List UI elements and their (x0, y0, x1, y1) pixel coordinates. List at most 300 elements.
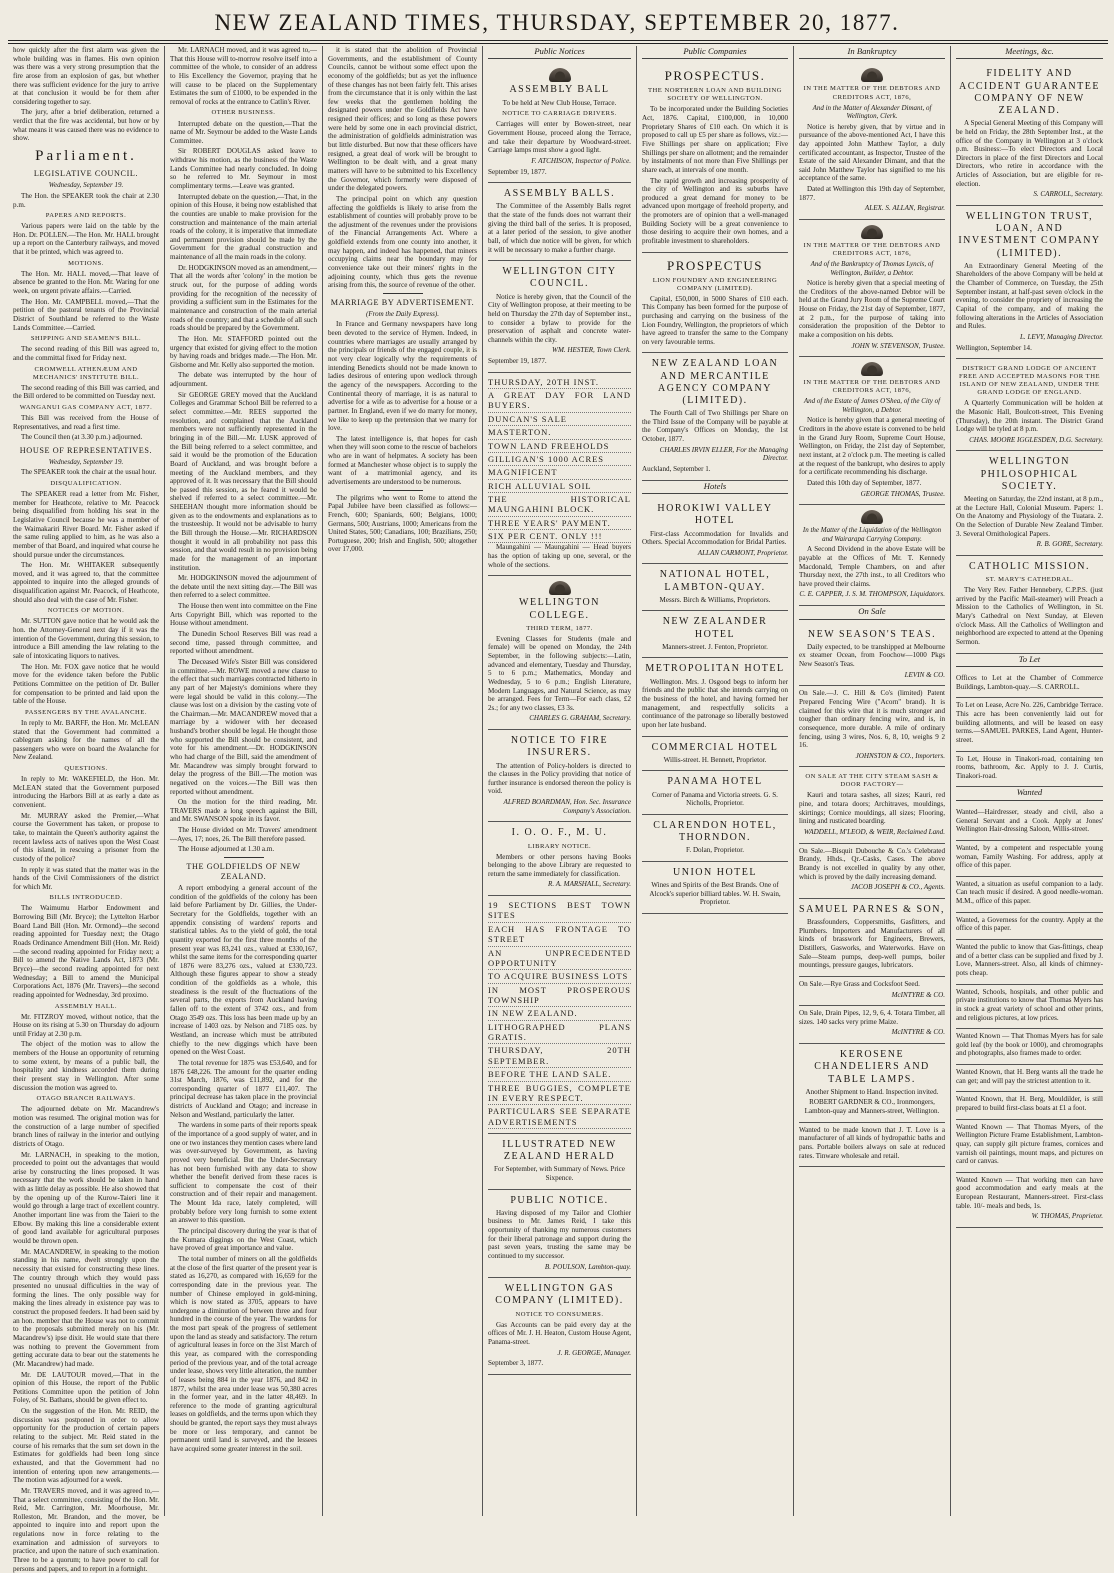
ad-subtitle: NOTICE TO CONSUMERS. (515, 1310, 604, 1318)
ad-date: Dated at Wellington this 19th day of September, 1877. (799, 185, 945, 202)
hr-paragraph: The House divided on Mr. Travers' amendment—Ayes, 17; noes, 26. The Bill therefore passed. (170, 826, 317, 843)
lc-paragraph: This Bill was received from the House of Representatives, and read a first time. (13, 413, 159, 431)
hotel-ad (642, 862, 788, 914)
list-item: IN NEW ZEALAND. (488, 1007, 631, 1020)
masonic-lodge-ad (956, 359, 1103, 451)
subhead-avalanche: PASSENGERS BY THE AVALANCHE. (25, 708, 147, 716)
goldfields-heading: THE GOLDFIELDS OF NEW ZEALAND. (186, 862, 301, 882)
assembly-ball-ad (488, 63, 631, 183)
ad-text: The rapid growth and increasing prosperity of the city of Wellington and its suburbs have produced a great demand for money to be advanced upon mortgage of freehold property, and the promoters are of opinion that a well-managed Building Society will be a great convenience to those desiring to acquire their own homes, and a profitable investment to shareholders. (642, 176, 788, 246)
hr-paragraph: Dr. HODGKINSON moved as an amendment,—That all the words after 'colony' in the motion be struck out, for the purpose of adding words providing for the recognition of the necessity of providing a sufficient sum in the Estimates for the maintenance and construction of the main arterial roads of the country; and that a schedule of all such roads should be prepared by the Government. (170, 263, 317, 333)
ad-subtitle: And in the Matter of Alexander Dimant, of Wellington, Clerk. (812, 103, 932, 121)
trust-loan-meeting-ad (956, 206, 1103, 359)
ad-text: Kauri and totara sashes, all sizes; Kauri, red pine, and totara doors; Architraves, mouldings, skirtings; Cornice mouldings, all sizes; Flooring, lining and rusticated boarding. (799, 791, 945, 826)
column-public-notices (483, 46, 637, 1516)
parliament-heading: Parliament. (35, 148, 137, 165)
goldfields-paragraph: The wardens in some parts of their reports speak of the importance of a good supply of water, and in one or two instances they mention cases where land was over-surveyed by Government, as having proved very beneficial. But the Under-Secretary has not been furnished with any data to show whether the benefit derived from these races is sufficient to compensate the cost of their construction and of their repair and management. The Mount Ida race, lately completed, will probably before very long furnish to some extent an answer to this question. (170, 1121, 317, 1225)
ad-signature: J. R. GEORGE, Manager. (557, 1348, 631, 1357)
ad-title: COMMERCIAL HOTEL (651, 741, 779, 753)
ad-text: Wanted, a situation as useful companion to a lady. Can teach music if desired. A good needle-woman. M.M., office of this paper. (956, 879, 1103, 906)
lc-paragraph: The Hon. Mr. CAMPBELL moved,—That the petition of the pastoral tenants of the Provincial District of Southland be referred to the Waste Lands Committee.—Carried. (13, 297, 159, 332)
marriage-source: (From the Daily Express). (366, 309, 439, 318)
hr-date: Wednesday, September 19. (48, 457, 124, 466)
brandy-ad (799, 844, 945, 899)
ad-text: Notice is hereby given, that the Council of the City of Wellington propose, at their meeting to be held on Thursday the 27th day of September inst., to consider a bylaw to provide for the preservation of asphalt and concrete water-channels within the city. (488, 292, 631, 344)
hr-paragraph: On the motion for the third reading, Mr. TRAVERS made a long speech against the Bill, and Mr. SWANSON spoke in its favor. (170, 798, 317, 824)
ad-subtitle: LIBRARY NOTICE. (527, 842, 592, 850)
ad-text: Wanted, by a competent and respectable young woman, Family Washing. For address, apply at office of this paper. (956, 843, 1103, 870)
column-bankruptcy (794, 46, 951, 1516)
goldfields-paragraph: The principal point on which any question affecting the goldfields is likely to arise from the establishment of counties will probably prove to be the adjustment of the revenues under the provisions of the Financial Arrangements Act. Where a goldfield extends from one county into another, it may happen, and indeed has happened, that miners occupying claims near the boundary may for convenience take out their miners' rights in the adjoining county, which thus gets the revenue arising from this, the source of revenue of the other. (328, 194, 477, 290)
wanted-ad (956, 1120, 1103, 1173)
ad-title: PUBLIC NOTICE. (510, 1194, 609, 1206)
hr-paragraph: Sir ROBERT DOUGLAS asked leave to withdraw his motion, as the business of the Waste Lands Committee had nearly concluded. In doing so he referred to Mr. Seymour in most complimentary terms.—Leave was granted. (170, 147, 317, 190)
ad-text: Wanted, Schools, hospitals, and other public and private institutions to know that Thomas Myers has in stock a great variety of school and other prints, and religious pictures, at low prices. (956, 987, 1103, 1022)
public-notice-ad (488, 1190, 631, 1279)
ad-signature: JOHN W. STEVENSON, Trustee. (851, 341, 945, 350)
ad-subtitle: NOTICE TO CARRIAGE DRIVERS. (502, 110, 617, 118)
ad-text: Another Shipment to Hand. Inspection invited. (805, 1087, 939, 1096)
wanted-header: Wanted (956, 787, 1103, 800)
drain-pipes-ad (799, 1006, 945, 1044)
public-notices-header: Public Notices (488, 46, 631, 59)
nz-loan-ad (642, 353, 788, 480)
ad-text: Brassfounders, Coppersmiths, Gasfitters, and Plumbers. Importers and Manufacturers of all kinds of brasswork for Engineers, Brewers, Distillers, Gasworks, and Waterworks. Have on Sale—Steam pumps, deep-well pumps, boiler mountings, pressure gauges, lubricators. (799, 918, 945, 970)
masthead-rule-double (8, 43, 1108, 44)
ad-signature: C. E. CAPPER, J. S. M. THOMPSON, Liquidators. (799, 590, 945, 599)
ad-signature: WM. HESTER, Town Clerk. (552, 346, 631, 355)
ad-text: An Extraordinary General Meeting of the Shareholders of the above Company will be held at the Chamber of Commerce, on Tuesday, the 25th September instant, at half-past seven o'clock in the evening, to consider the propriety of increasing the Capital of the company, and of making the following alterations in the Articles of Association and Rules. (956, 261, 1103, 331)
lion-foundry-prospectus (642, 253, 788, 354)
baths-ad (799, 1123, 945, 1168)
on-sale-header: On Sale (799, 606, 945, 619)
bankruptcy-notice (799, 357, 945, 505)
ad-signature: JACOB JOSEPH & CO., Agents. (850, 883, 945, 892)
ad-text: Carriages will enter by Bowen-street, near Government House, proceed along the Terrace, and take their departure by Woodward-street. Carriage lamps must show a good light. (488, 120, 631, 155)
wanted-ad (956, 841, 1103, 877)
royal-crest-icon (861, 68, 883, 82)
city-council-ad (488, 261, 631, 373)
section-divider (383, 293, 423, 294)
list-item: BEFORE THE LAND SALE. (488, 1068, 631, 1081)
ad-text: Wanted—Hairdresser, steady and civil, also a General Servant and a Cook. Apply at Jones' Wellington Hair-dressing Saloon, Willis-street. (956, 807, 1103, 834)
hr-paragraph: In reply to Mr. WAKEFIELD, the Hon. Mr. McLEAN stated that the Government purposed introducing the Harbors Bill at as early a date as convenient. (13, 775, 159, 810)
list-item: IN MOST PROSPEROUS TOWNSHIP (488, 984, 631, 1008)
masthead-rule (8, 40, 1108, 41)
lc-paragraph: The Council then (at 3.30 p.m.) adjourned. (21, 433, 143, 442)
subhead-assembly-hall: ASSEMBLY HALL. (54, 1002, 118, 1010)
masthead (0, 8, 1114, 44)
marriage-heading: MARRIAGE BY ADVERTISEMENT. (330, 297, 475, 307)
ad-text: Members or other persons having Books belonging to the above Library are requested to return the same immediately for classification. (488, 852, 631, 878)
ad-title: WELLINGTON GAS COMPANY (LIMITED). (495, 1283, 624, 1307)
ad-date: Dated this 10th day of September, 1877. (807, 478, 922, 487)
sash-factory-ad (799, 767, 945, 843)
ad-text: Wines and Spirits of the Best Brands. One of Alcock's superior billiard tables. W. H. Swain, Proprietor. (649, 881, 781, 907)
college-ad (488, 576, 631, 730)
ad-signature: R. A. MARSHALL, Secretary. (548, 880, 631, 889)
ad-text: Wanted the public to know that Gas-fittings, cheap and of a better class can be supplied and fixed by J. Love, Manners-street. Also, all kinds of chimney-pots cheap. (956, 943, 1103, 977)
ad-title: NEW SEASON'S TEAS. (807, 628, 937, 640)
column-meetings (951, 46, 1108, 1516)
ad-signature: L. LEVY, Managing Director. (1019, 332, 1103, 341)
hotel-ad (642, 498, 788, 564)
wanted-ad (956, 985, 1103, 1030)
marriage-paragraph: The latest intelligence is, that hopes for cash when they will soon come to the rescue of bachelors who are in want of helpmates. A society has been formed at Manchester whose object is to supply the want of a matrimonial agency, and its advertisements are understood to be numerous. (328, 434, 477, 486)
subhead-otago: OTAGO BRANCH RAILWAYS. (36, 1095, 136, 1103)
hr-paragraph: On the suggestion of the Hon. Mr. REID, the discussion was postponed in order to allow opportunity for the production of certain papers relating to the subject. Mr. Reid stated in the course of his remarks that the sum set down in the Estimates for goldfields had been long since exhausted, and that the Government had no intention of entering upon new arrangements.—The motion was adjourned for a week. (13, 1407, 159, 1485)
ad-subtitle: And of the Bankruptcy of Thomas Lyncis, of Wellington, Builder, a Debtor. (810, 260, 934, 277)
catholic-mission-ad (956, 556, 1103, 654)
ad-text: Messrs. Birch & Williams, Proprietors. (659, 595, 771, 604)
ad-text: Evening Classes for Students (male and female) will be opened on Monday, the 24th September, in the following subjects:—Latin, advanced and elementary, Tuesday and Thursday, 5 to 6 p.m.; Mathematics, Monday and Wednesday, 5 to 6 p.m.; English Literature, Modern Languages, and Natural Science, as may be arranged. Fees for Term—For each class, £2 2s.; for any two classes, £3 3s. (488, 634, 631, 712)
ad-text: Corner of Panama and Victoria streets. G. S. Nicholls, Proprietor. (652, 790, 778, 808)
ad-text: To Let, House in Tinakori-road, containing ten rooms, bathroom, &c. Apply to J. J. Curtis, Tinakori-road. (956, 754, 1103, 780)
ad-text: On Sale.—Rye Grass and Cocksfoot Seed. (799, 979, 920, 988)
ad-signature: W. THOMAS, Proprietor. (1031, 1212, 1103, 1221)
ad-title: NEW ZEALANDER HOTEL (662, 616, 768, 640)
kerosene-ad (799, 1044, 945, 1122)
lc-date: Wednesday, September 19. (48, 181, 124, 190)
hr-paragraph: The Hon. Mr. STAFFORD pointed out the urgency that existed for giving effect to the motion by having roads and bridges made.—The Hon. Mr. Gisborne and Mr. Kelly also supported the motion. (170, 334, 317, 369)
ad-text: The Committee of the Assembly Balls regret that the state of the funds does not warrant their giving the third ball of the series. It is proposed, at a later period of the session, to give another ball, of which due notice will be given, for which it will be necessary to make a further charge. (488, 202, 631, 254)
hr-paragraph: The House adjourned at 1.30 a.m. (178, 845, 275, 854)
ad-text: Wanted Known — That Thomas Myers, of the Wellington Picture Frame Establishment, Lambton-quay, can supply gilt picture frames, cornices and varnish oil paintings, mount maps, and pictures on card or canvas. (956, 1122, 1103, 1166)
liquidation-notice (799, 505, 945, 606)
hr-paragraph: Mr. HODGKINSON moved the adjournment of the debate until the next sitting day.—The Bill was then referred to a select committee. (170, 574, 317, 600)
hr-paragraph: Mr. TRAVERS moved, and it was agreed to,—That a select committee, consisting of the Hon. Mr. Reid, Mr. Carrington, Mr. Moorhouse, Mr. Rolleston, Mr. Brandon, and the mover, be appointed to inquire into and report upon the regulations now in force relating to the examination and admission of surveyors to practice, and upon the nature of such examination. Three to be a quorum; to have power to call for persons and papers, and to report in a fortnight. (13, 1486, 159, 1573)
ad-title: CATHOLIC MISSION. (968, 560, 1091, 572)
fencing-wire-ad (799, 686, 945, 767)
ad-title: METROPOLITAN HOTEL (645, 663, 785, 675)
royal-crest-icon (861, 510, 883, 524)
ad-title: ASSEMBLY BALLS. (503, 188, 616, 200)
town-sites-ad (488, 896, 631, 1134)
newspaper-title: NEW ZEALAND TIMES, THURSDAY, SEPTEMBER 20, 1877. (214, 10, 900, 35)
list-item: LITHOGRAPHED PLANS GRATIS. (488, 1021, 631, 1045)
land-sale-ad (488, 373, 631, 577)
ad-text: Notice is hereby given that a special meeting of the Creditors of the above-named Debtor will be held at the Grand Jury Room of the Supreme Court House on Friday, the 21st day of September, 1877, at 2 p.m., for the purpose of taking into consideration the proposition of the Debtor to make a composition on his debts. (799, 279, 945, 339)
ad-signature: GEORGE THOMAS, Trustee. (860, 489, 945, 498)
ad-text: F. Dolan, Proprietor. (686, 846, 744, 855)
list-item: MASTERTON. (488, 426, 631, 439)
wanted-ad (956, 805, 1103, 841)
ad-text: Gas Accounts can be paid every day at the offices of Mr. J. H. Heaton, Custom House Agent, Panama-street. (488, 1320, 631, 1346)
ad-signature: WADDELL, M'LEOD, & WEIR, Reclaimed Land. (803, 828, 945, 837)
ad-signature: CHARLES IRVIN ELLER, For the Managing Director. (659, 445, 788, 463)
royal-crest-icon (861, 362, 883, 376)
house-of-representatives-heading: HOUSE OF REPRESENTATIVES. (19, 445, 153, 455)
list-item: THREE YEARS' PAYMENT. (488, 517, 631, 530)
building-society-prospectus (642, 63, 788, 252)
hr-paragraph: The Deceased Wife's Sister Bill was considered in committee.—Mr. ROWE moved a new clause to the effect that such marriages contracted hitherto in any part of her Majesty's dominions where they were legal should be valid in this colony.—The clause was lost on a division by the casting vote of the Chairman.—Mr. MACANDREW moved that a marriage by a widower with her deceased husband's brother should be legal. He thought those who supported the Bill should be consistent, and vote for his amendment.—Dr. HODGKINSON who had charge of the Bill, said the amendment of Mr. Macandrew was simply brought forward to delay the progress of the Bill.—The motion was negatived on the voices.—The Bill was then reported without amendment. (170, 657, 317, 796)
hr-paragraph: The SPEAKER read a letter from Mr. Fisher, member for Heathcote, relative to Mr. Peacock being disqualified from holding his seat in the Legislative Council because he was a member of the Waimakariri River Board. Mr. Fisher asked if the same ruling applied to him, as he was also a member of that Board, and inquired what course he should pursue under the circumstances. (13, 490, 159, 559)
ad-title: FIDELITY AND ACCIDENT GUARANTEE COMPANY OF NEW ZEALAND. (959, 68, 1100, 117)
ad-text: The Very Rev. Father Hennebery, C.P.P.S. (just arrived by the Pacific Mail-steamer) will Preach a Mission to the Catholics of Wellington, in St. Mary's Cathedral on Next Sunday, at Eleven o'clock Mass. All the Catholics of Wellington and neighborhood are expected to attend at the Opening Sermon. (956, 586, 1103, 646)
herald-ad (488, 1134, 631, 1190)
ad-text: Notice is hereby given, that by virtue and in pursuance of the above-mentioned Act, I have this day appointed John Matthew Taylor, a duly certificated accountant, as Inspector, Trustee of the Estate of the said Alexander Dimant, and that the said John Matthew Taylor has signified to me his acceptance of the same. (799, 122, 945, 183)
ad-subtitle: ST. MARY'S CATHEDRAL. (985, 576, 1074, 584)
hotel-ad (642, 815, 788, 862)
ad-title: DISTRICT GRAND LODGE OF ANCIENT FREE AND ACCEPTED MASONS FOR THE ISLAND OF NEW ZEALAND, UNDER THE GRAND LODGE OF ENGLAND. (959, 365, 1100, 397)
ad-date: September 19, 1877. (488, 357, 547, 366)
hr-paragraph: Mr. LARNACH moved, and it was agreed to,—That this House will to-morrow resolve itself into a committee of the whole, to consider of an address to His Excellency the Governor, praying that he will cause to be placed on the Supplementary Estimates the sum of £1000, to be expended in the removal of rocks at the entrance to Catlin's River. (170, 46, 317, 106)
hr-paragraph: The House then went into committee on the Fine Arts Copyright Bill, which was reported to the House without amendment. (170, 602, 317, 628)
goldfields-paragraph: The principal discovery during the year is that of the Kumara diggings on the West Coast, which have proved of great importance and value. (170, 1227, 317, 1253)
gas-company-ad (488, 1278, 631, 1375)
ad-text: A Second Dividend in the above Estate will be payable at the Offices of Mr. T. Kennedy Macdonald, Temple Chambers, on and after Thursday next, the 27th inst., to all Creditors who have proved their claims. (799, 545, 945, 588)
list-item: AN UNPRECEDENTED OPPORTUNITY (488, 947, 631, 971)
subhead-seamen: SHIPPING AND SEAMEN'S BILL. (30, 335, 142, 343)
list-item: PARTICULARS SEE SEPARATE ADVERTISEMENTS (488, 1105, 631, 1129)
wanted-ad (956, 1092, 1103, 1119)
inquest-paragraph: how quickly after the first alarm was given the whole building was in flames. His own opinion was there was a very strong presumption that the fire arose from an explosion of gas, but whether there was sufficient evidence for the jury to arrive at that conclusion it would be for them after considering together to say. (13, 46, 159, 106)
ad-date: September 19, 1877. (488, 167, 547, 176)
ad-text: On Sale, Drain Pipes, 12, 9, 6, 4. Totara Timber, all sizes. 140 sacks very prime Maize. (799, 1009, 945, 1026)
ad-text: Notice is hereby given that a general meeting of Creditors in the above estate is convened to be held in the Grand Jury Room, Supreme Court House, Wellington, on Friday, the 21st day of September, next instant, at 2 o'clock p.m. The meeting is called at the request of the bankrupt, who desires to apply for a certificate recommending his discharge. (799, 416, 945, 477)
ad-text: Wanted, a Governess for the country. Apply at the office of this paper. (956, 915, 1103, 933)
hr-paragraph: Interrupted debate on the question,—That, in the opinion of this House, it being now established that the counties are unable to make provision for the construction and maintenance of the main arterial roads of the colony, it is imperative that immediate and permanent provision should be made by the Government for the gradual construction and maintenance of all the main roads in the colony. (170, 192, 317, 262)
subhead-bills: BILLS INTRODUCED. (49, 894, 123, 902)
ad-date: Wellington, September 14. (956, 343, 1032, 352)
ad-text: Having disposed of my Tailor and Clothier business to Mr. James Reid, I take this opportunity of thanking my numerous customers for their liberal patronage and support during the past seven years, trusting the same may be continued to my successor. (488, 1208, 631, 1260)
inquest-verdict: The jury, after a brief deliberation, returned a verdict that the fire was accidental, but how or by what means it was caused there was no evidence to show. (13, 108, 159, 143)
hr-paragraph: The adjourned debate on Mr. Macandrew's motion was resumed. The original motion was for the construction of a large number of specified branch lines of railway in the interior and outlying districts of Otago. (13, 1105, 159, 1148)
brassfounders-ad (799, 899, 945, 977)
legislative-council-heading: LEGISLATIVE COUNCIL. (33, 169, 139, 179)
ad-date: September 3, 1877. (488, 1359, 544, 1368)
subhead-motions: MOTIONS. (68, 259, 104, 267)
ad-text: To be held at New Club House, Terrace. (502, 98, 617, 107)
ad-title: SAMUEL PARNES & SON, (799, 903, 945, 915)
ad-signature: ROBERT GARDNER & CO., Ironmongers, Lambton-quay and Manners-street, Wellington. (804, 1098, 940, 1115)
ad-signature: ALEX. S. ALLAN, Registrar. (864, 204, 945, 213)
ad-title: PROSPECTUS (667, 257, 763, 273)
ad-title: In the Matter of the Liquidation of the Wellington and Wairarapa Carrying Company. (802, 526, 942, 543)
ad-text: Offices to Let at the Chamber of Commerce Buildings, Lambton-quay.—S. CARROLL. (956, 674, 1103, 691)
subhead-notices: NOTICES OF MOTION. (47, 607, 125, 615)
subhead-papers: PAPERS AND REPORTS. (45, 212, 127, 220)
ad-title: PANAMA HOTEL (667, 776, 763, 788)
hr-paragraph: In reply to Mr. BARFF, the Hon. Mr. McLEAN stated that the Government had committed a cablegram asking for the names of all the passengers who were on board the Avalanche for New Zealand. (13, 718, 159, 762)
hr-paragraph: The debate was interrupted by the hour of adjournment. (170, 371, 317, 389)
ad-text: The attention of Policy-holders is directed to the clauses in the Policy providing that notice of further insurance is endorsed thereon the policy is void. (488, 761, 631, 796)
ad-signature: CHARLES G. GRAHAM, Secretary. (529, 714, 631, 723)
ad-signature: LEVIN & CO. (904, 670, 945, 679)
ad-text: Daily expected, to be transhipped at Melbourne ex steamer Ocean, from Foochow—1000 Pkgs New Season's Teas. (799, 642, 945, 669)
assembly-balls-ad (488, 183, 631, 261)
hr-paragraph: Sir GEORGE GREY moved that the Auckland Colleges and Grammar School Bill be referred to a select committee.—Mr. REES supported the resolution, and complained that the Auckland members were not sufficiently represented in the bringing in of the Bill.—Mr. LUSK approved of the Bill being referred to a select committee, and said it would be the promotion of the Education Board of Auckland, and was brought before a meeting of the Auckland members, and they approved of it. It was necessary that the Bill should be passed this session, as he feared it would be shelved if referred to a select committee.—Mr. SHEEHAN thought more information should be given as to the endowments and explanations as to the trusteeship. It would not be advisable to hurry the Bill through the House.—Mr. RICHARDSON thought it would in all probability not pass this session, and that would result in no provision being made for the management of an important institution. (170, 390, 317, 572)
hr-paragraph: The Waimumu Harbor Endowment and Borrowing Bill (Mr. Bryce); the Lyttelton Harbor Board Land Bill (Hon. Mr. Ormond)—the second reading appointed for Tuesday next; the Otago Roads Ordinance Amendment Bill (Hon. Mr. Reid)—the second reading appointed for Friday next; a Bill to amend the Native Lands Act, 1873 (Mr. Bryce)—the second reading appointed for next Wednesday; a Bill to amend the Municipal Corporations Act, 1876 (Mr. Travers)—the second reading appointed for Wednesday, 3rd proximo. (13, 904, 159, 999)
list-item: DUNCAN'S SALE (488, 413, 631, 426)
column-articles (323, 46, 483, 1516)
ad-subtitle: THE NORTHERN LOAN AND BUILDING SOCIETY OF WELLINGTON. (647, 87, 782, 103)
wanted-ad (956, 1173, 1103, 1228)
ad-subtitle: LION FOUNDRY AND ENGINEERING COMPANY (LIMITED). (652, 276, 778, 292)
column-parliament-continued (165, 46, 323, 1516)
list-item: MAGNIFICENT (488, 466, 631, 479)
lc-paragraph: The Hon. the SPEAKER took the chair at 2.30 p.m. (13, 191, 159, 209)
marriage-paragraph: In France and Germany newspapers have long been devoted to the service of Hymen. Indeed, in countries where marriages are usually arranged by the principals or friends of the engaged couple, it is not very clear logically why the requirements of intending Benedicts should not be made known to ladies desirous of entering upon wedlock through the agency of the newspapers. According to the Continental theory of marriage, it is as natural to advertise for a wife as to advertise for a house or a partner. In England, even if we do marry for money, we like to keep up the pretension that we marry for love. (328, 320, 477, 433)
lc-paragraph: The second reading of this Bill was agreed to, and the committal fixed for Friday next. (13, 345, 159, 362)
hotel-ad (642, 658, 788, 736)
ad-title: IN THE MATTER OF THE DEBTORS AND CREDITORS ACT, 1876, (803, 379, 941, 395)
list-item: THREE BUGGIES, COMPLETE IN EVERY RESPECT. (488, 1082, 631, 1106)
ad-title: ON SALE AT THE CITY STEAM SASH & DOOR FACTORY— (805, 773, 939, 789)
wanted-ad (956, 877, 1103, 913)
hr-paragraph: Mr. FITZROY moved, without notice, that the House on its rising at 5.30 on Thursday do adjourn until Friday at 2.30 p.m. (13, 1012, 159, 1038)
ad-text: On Sale.—Bisquit Dubouche & Co.'s Celebrated Brandy, Hhds., Qr.-Casks, Cases. The above Brandy is not excelled in quality by any other, which is proved by the daily increasing demand. (799, 846, 945, 881)
ad-text: Manners-street. J. Fenton, Proprietor. (662, 642, 768, 651)
rye-grass-ad (799, 977, 945, 1006)
subhead-wanganui: WANGANUI GAS COMPANY ACT, 1877. (19, 403, 153, 411)
hr-paragraph: Interrupted debate on the question,—That the name of Mr. Seymour be added to the Waste Lands Committee. (170, 119, 317, 145)
hr-paragraph: The object of the motion was to allow the members of the House an opportunity of returning to some extent, by means of a public ball, the hospitality and kindness accorded them during their present stay in Wellington. After some discussion the motion was agreed to. (13, 1040, 159, 1092)
hr-paragraph: Mr. MACANDREW, in speaking to the motion standing in his name, dwelt strongly upon the necessity that existed for constructing these lines. The country through which they would pass presented no unusual difficulties in the way of forming the lines. The only possible way for making the lines already in existence pay was to construct the proposed feeders. It had been said by an hon. member that the House was not to commit to the proposals submitted merely on his (Mr. Macandrew's) ipse dixit. He would state that there was nothing to prevent the Government from getting accurate data to bear out the statements he (Mr. Macandrew) had made. (13, 1247, 159, 1368)
hr-paragraph: Mr. SUTTON gave notice that he would ask the hon. the Attorney-General next day if it was the intention of the Government, during this session, to introduce a Bill amending the law relating to the sale of intoxicating liquors to natives. (13, 617, 159, 660)
subhead-cromwell: CROMWELL ATHENÆUM AND MECHANICS' INSTITUTE BILL. (32, 365, 140, 381)
subhead-disqualification: DISQUALIFICATION. (50, 480, 122, 488)
ad-title: KEROSENE CHANDELIERS AND TABLE LAMPS. (814, 1049, 930, 1085)
ad-signature: McINTYRE & CO. (891, 990, 945, 999)
teas-ad (799, 624, 945, 687)
ad-text: Wanted Known — That working men can have good accommodation and early meals at the European Restaurant, Manners-street. First-class table. 10/- meals and beds, 1s. (956, 1175, 1103, 1210)
goldfields-paragraph: The total revenue for 1875 was £53,640, and for 1876 £48,226. The amount for the quarter ending 31st March, 1876, was £11,892, and for the corresponding quarter of 1877 £11,407. The principal decrease has taken place in the provincial districts of Auckland and Otago; and increase in Nelson and Westland, particularly the latter. (170, 1058, 317, 1119)
ad-text: For September, with Summary of News. Price Sixpence. (494, 1165, 625, 1182)
college-crest-icon (549, 581, 571, 595)
ad-text: Maungahini — Maungahini — Head buyers has the option of taking up one, several, or the whole of the sections. (488, 543, 631, 569)
ad-title: WELLINGTON COLLEGE. (519, 597, 600, 621)
ad-title: WELLINGTON PHILOSOPHICAL SOCIETY. (980, 456, 1079, 492)
ad-text: On Sale.—J. C. Hill & Co's (limited) Patent Prepared Fencing Wire ("Acorn" brand). It is claimed for this wire that it is much stronger and tougher than ordinary fencing wire, and is, in consequence, more durable. A mile of ordinary fencing, using 3 wires, Nos. 6, 8, 10, weighs 9 2 16. (799, 689, 945, 750)
list-item: THURSDAY, 20TH INST. (488, 376, 631, 389)
royal-crest-icon (549, 68, 571, 82)
subhead-other-business: OTHER BUSINESS. (211, 109, 276, 117)
ad-title: HOROKIWI VALLEY HOTEL (657, 503, 773, 527)
ad-text: Wanted Known — That Thomas Myers has for sale gold leaf (by the book or 1000), and chromographs and photographs, also frames made to order. (956, 1032, 1103, 1058)
ad-text: Wellington. Mrs. J. Osgood begs to inform her friends and the public that she intends carrying on the business of the hotel, and having formed her management, and respectfully solicits a continuance of the patronage so liberally bestowed upon her late husband. (642, 677, 788, 729)
bankruptcy-header: In Bankruptcy (799, 46, 945, 59)
ad-signature: JOHNSTON & CO., Importers. (855, 751, 945, 760)
ad-title: WELLINGTON CITY COUNCIL. (502, 266, 617, 290)
list-item: RICH ALLUVIAL SOIL (488, 480, 631, 493)
ad-text: Willis-street. H. Bennett, Proprietor. (663, 755, 767, 764)
hotels-header: Hotels (642, 481, 788, 494)
ad-text: Wanted Known, that H. Berg wants all the trade he can get; and will pay the strictest attention to it. (956, 1068, 1103, 1085)
ad-subtitle: THIRD TERM, 1877. (526, 624, 593, 632)
ad-text: First-class Accommodation for Invalids and Others. Special Accommodation for Bridal Parties. (642, 529, 788, 547)
ad-text: Meeting on Saturday, the 22nd instant, at 8 p.m., at the Lecture Hall, Colonial Museum. Papers: 1. On the Anatomy and Physiology of the Tuatara. 2. On the Selection of Durable New Zealand Timber. 3. Several Ornithological Papers. (956, 495, 1103, 538)
ad-text: Wanted Known, that H. Berg, Mouldilder, is still prepared to build first-class boats at £1 a foot. (956, 1095, 1103, 1112)
ad-title: WELLINGTON TRUST, LOAN, AND INVESTMENT COMPANY (LIMITED). (958, 211, 1101, 259)
hotel-ad (642, 611, 788, 658)
hotel-ad (642, 564, 788, 611)
ad-text: A Quarterly Communication will be holden at the Masonic Hall, Boulcott-street, This Evening (Thursday), the 20th instant. The District Grand Lodge will be tyled at 8 p.m. (956, 399, 1103, 434)
ad-signature: ALFRED BOARDMAN, Hon. Sec. Insurance Company's Association. (503, 798, 631, 815)
ad-text: The Fourth Call of Two Shillings per Share on the Third Issue of the Company will be payable at the Company's Offices on Monday, the 1st October, 1877. (642, 409, 788, 444)
fire-insurers-ad (488, 730, 631, 822)
ad-title: UNION HOTEL (673, 866, 757, 878)
ad-text: Wanted to be made known that J. T. Love is a manufacturer of all kinds of hydropathic baths and pans. Portable boilers always on sale at reduced rates. Tinware wholesale and retail. (799, 1125, 945, 1160)
hr-paragraph: Mr. LARNACH, in speaking to the motion, proceeded to point out the advantages that would arise by constructing the lines proposed. It was necessary that the work should be taken in hand with as little delay as possible. He also showed that by the opening up of the Kurow-Taieri line it would go through a large tract of excellent country. Another important line was from the Taieri to the Elbow. By making this line a considerable extent of good land available for agricultural purposes would be thrown open. (13, 1150, 159, 1245)
ioof-ad (488, 822, 631, 896)
section-divider (224, 857, 264, 858)
list-item: THURSDAY, 20TH SEPTEMBER. (488, 1044, 631, 1068)
hotel-ad (642, 771, 788, 814)
ad-title: CLARENDON HOTEL, THORNDON. (653, 819, 777, 843)
wanted-ad (956, 1029, 1103, 1065)
list-item: A GREAT DAY FOR LAND BUYERS. (488, 389, 631, 413)
lc-paragraph: The Hon. Mr. HALL moved,—That leave of absence be granted to the Hon. Mr. Waring for one week, on urgent private affairs.—Carried. (13, 269, 159, 296)
hr-paragraph: Mr. MURRAY asked the Premier,—What course the Government has taken, or propose to take, to maintain the Queen's authority against the recent lawless acts of natives upon the West Coast of this island, in rescuing a prisoner from the custody of the police? (13, 811, 159, 863)
column-public-companies (637, 46, 794, 1516)
ad-signature: B. POULSON, Lambton-quay. (544, 1262, 631, 1271)
bankruptcy-notice (799, 63, 945, 220)
ad-signature: R. B. GORE, Secretary. (1036, 540, 1103, 549)
goldfields-paragraph: A report embodying a general account of the condition of the goldfields of the colony has been laid before Parliament by Dr. Gillies, the Under-Secretary for the Goldfields, together with an appendix consisting of wardens' reports and statistical tables. As to the yield of gold, the total quantity exported for the first three months of the present year was 83,241 ozs., valued at £330,167, whilst the same items for the corresponding quarter of 1876 were 83,276 ozs., valued at £330,723. Although these figures appear to show a steady condition of the goldfields as a whole, this steadiness is the result of the fluctuations of the several parts, the exports from Auckland having fallen off to the extent of 3742 ozs., and from Otago 3549 ozs. This loss has been made up by an increase of 1403 ozs. by Nelson and 7185 ozs. by Westland, an increase which must be attributed chiefly to the new diggings which have been opened on the West Coast. (170, 884, 317, 1057)
wanted-ad (956, 940, 1103, 985)
goldfields-paragraph: The total number of miners on all the goldfields at the close of the first quarter of the present year is stated as 16,270, as compared with 16,659 for the corresponding date in the previous year. The number of Chinese employed in gold-mining, which is now stated as 3705, appears to have undergone a diminution of between three and four hundred in the course of the year. The wardens for the most part speak of the progress of settlement upon the land as steady and satisfactory. The return of agricultural leases in force on the 31st March of this year, as compared with the corresponding period of the previous year, and of the total acreage under lease, shows very little alteration, the number of leases being 884 in the year 1876, and 842 in 1877, whilst the area under lease was 50,380 acres in the former year, and in the latter 48,469. In reference to the mode of granting agricultural leases on goldfields, and the terms upon which they should be granted, the report says they must always be more or less temporary, and cannot be permanent until land is surveyed, and the lessees have acquired some greater interest in the soil. (170, 1254, 317, 1454)
ad-text: To Let on Lease, Acre No. 226, Cambridge Terrace. This acre has been conveniently laid out for building allotments, and will be leased on easy terms.—SAMUEL PARKES, Land Agent, Hunter-street. (956, 701, 1103, 744)
to-let-ad (956, 698, 1103, 751)
ad-text: To be incorporated under the Building Societies Act, 1876. Capital, £100,000, in 10,000 Proprietary Shares of £10 each. On which it is proposed to call up £5 per share as follows, viz.:—Five Shillings per share on application; Five Shillings per share on allotment; and the remainder by instalments of not more than Five Shillings per share each, at intervals of one month. (642, 105, 788, 174)
philosophical-society-ad (956, 451, 1103, 555)
ad-title: NATIONAL HOTEL, LAMBTON-QUAY. (659, 569, 771, 593)
list-item: EACH HAS FRONTAGE TO STREET (488, 923, 631, 947)
hr-paragraph: In reply it was stated that the matter was in the hands of the Civil Commissioners of the district for which Mr. (13, 865, 159, 891)
ad-signature: S. CARROLL, Secretary. (1033, 190, 1103, 199)
section-divider (383, 490, 423, 491)
ad-title: I. O. O. F., M. U. (511, 827, 608, 839)
list-item: THE HISTORICAL MAUNGAHINI BLOCK. (488, 493, 631, 517)
to-let-header: To Let (956, 654, 1103, 667)
subhead-questions: QUESTIONS. (64, 765, 108, 773)
ad-title: PROSPECTUS. (664, 68, 766, 84)
list-item: TO ACQUIRE BUSINESS LOTS (488, 970, 631, 983)
hr-paragraph: Mr. DE LAUTOUR moved,—That in the opinion of this House, the report of the Public Petitions Committee upon the petition of John Foley, of St. Bathans, should be given effect to. (13, 1370, 159, 1405)
lc-paragraph: Various papers were laid on the table by the Hon. Dr. POLLEN.—The Hon. Mr. HALL brought up a report on the Canterbury railways, and moved that it be printed, which was agreed to. (13, 222, 159, 257)
royal-crest-icon (861, 225, 883, 239)
ad-title: ASSEMBLY BALL (509, 84, 610, 96)
ad-title: ILLUSTRATED NEW ZEALAND HERALD (502, 1138, 617, 1163)
hr-paragraph: The Dunedin School Reserves Bill was read a second time, passed through committee, and reported without amendment. (170, 630, 317, 656)
ad-text: A Special General Meeting of this Company will be held on Friday, the 28th September Inst., at the office of the Company in Wellington at 3 o'clock p.m. Business:—To elect Directors and Local Directors in place of the first Directors and Local Directors, who retire in accordance with the Articles of Association, but are eligible for re-election. (956, 119, 1103, 188)
ad-date: Auckland, September 1. (642, 465, 711, 474)
bankruptcy-notice (799, 220, 945, 357)
ad-title: IN THE MATTER OF THE DEBTORS AND CREDITORS ACT, 1876, (803, 242, 941, 258)
ad-title: IN THE MATTER OF THE DEBTORS AND CREDITORS ACT, 1876, (803, 85, 941, 101)
hr-paragraph: The SPEAKER took the chair at the usual hour. (21, 468, 157, 477)
meetings-header: Meetings, &c. (956, 46, 1103, 59)
pilgrims-paragraph: The pilgrims who went to Rome to attend the Papal Jubilee have been classified as follows:—French, 600; Spaniards, 600; Belgians, 1000; Germans, 500; Austrians, 1000; Americans from the United States, 500; Canadians, 100; Brazilians, 250; Portuguese, 200; Irish and English, 500; altogether over 17,000. (328, 493, 477, 554)
ad-signature: F. ATCHISON, Inspector of Police. (531, 156, 631, 165)
goldfields-paragraph: it is stated that the abolition of Provincial Governments, and the establishment of County Councils, cannot be without some effect upon the economy of the goldfields; but as yet the influence of these changes has not been fairly felt. This arises from the circumstance that it is only within the last few weeks that the gentlemen holding the designated powers under the Goldfields Act have resigned their offices; and so long as these powers were held by some one in each provincial district, the administration of goldfields administration was but little disturbed. But now that these officers have resigned, a great deal of work will be brought to Wellington to be dealt with, and a great many matters will have to be submitted to his Excellency the Governor, which formerly were disposed of under the delegated powers. (328, 46, 477, 193)
ad-text: Capital, £50,000, in 5000 Shares of £10 each. This Company has been formed for the purpose of purchasing and carrying on the business of the Lion Foundry, Wellington, the proprietors of which have agreed to transfer the same to the Company on very favourable terms. (642, 294, 788, 346)
ad-signature: CHAS. MOORE IGGLESDEN, D.G. Secretary. (969, 435, 1103, 444)
ad-title: NEW ZEALAND LOAN AND MERCANTILE AGENCY COMPANY (LIMITED). (651, 358, 779, 406)
public-companies-header: Public Companies (642, 46, 788, 59)
list-item: SIX PER CENT. ONLY !!! (488, 530, 631, 543)
list-item: 19 SECTIONS BEST TOWN SITES (488, 899, 631, 923)
ad-signature: ALLAN CARMONT, Proprietor. (697, 548, 788, 557)
fidelity-meeting-ad (956, 63, 1103, 206)
hotel-ad (642, 737, 788, 772)
page-columns (8, 46, 1108, 1573)
ad-subtitle: And of the Estate of James O'Shea, of the City of Wellington, a Debtor. (803, 397, 941, 414)
to-let-ad (956, 752, 1103, 788)
hr-paragraph: The Hon. Mr. WHITAKER subsequently moved, and it was agreed to, that the committee appointed to inquire into the alleged grounds of disqualification against Mr. Peacock, of Heathcote, should also deal with the case of Mr. Fisher. (13, 561, 159, 604)
lc-paragraph: The second reading of this Bill was carried, and the Bill ordered to be committed on Tuesday next. (13, 383, 159, 401)
